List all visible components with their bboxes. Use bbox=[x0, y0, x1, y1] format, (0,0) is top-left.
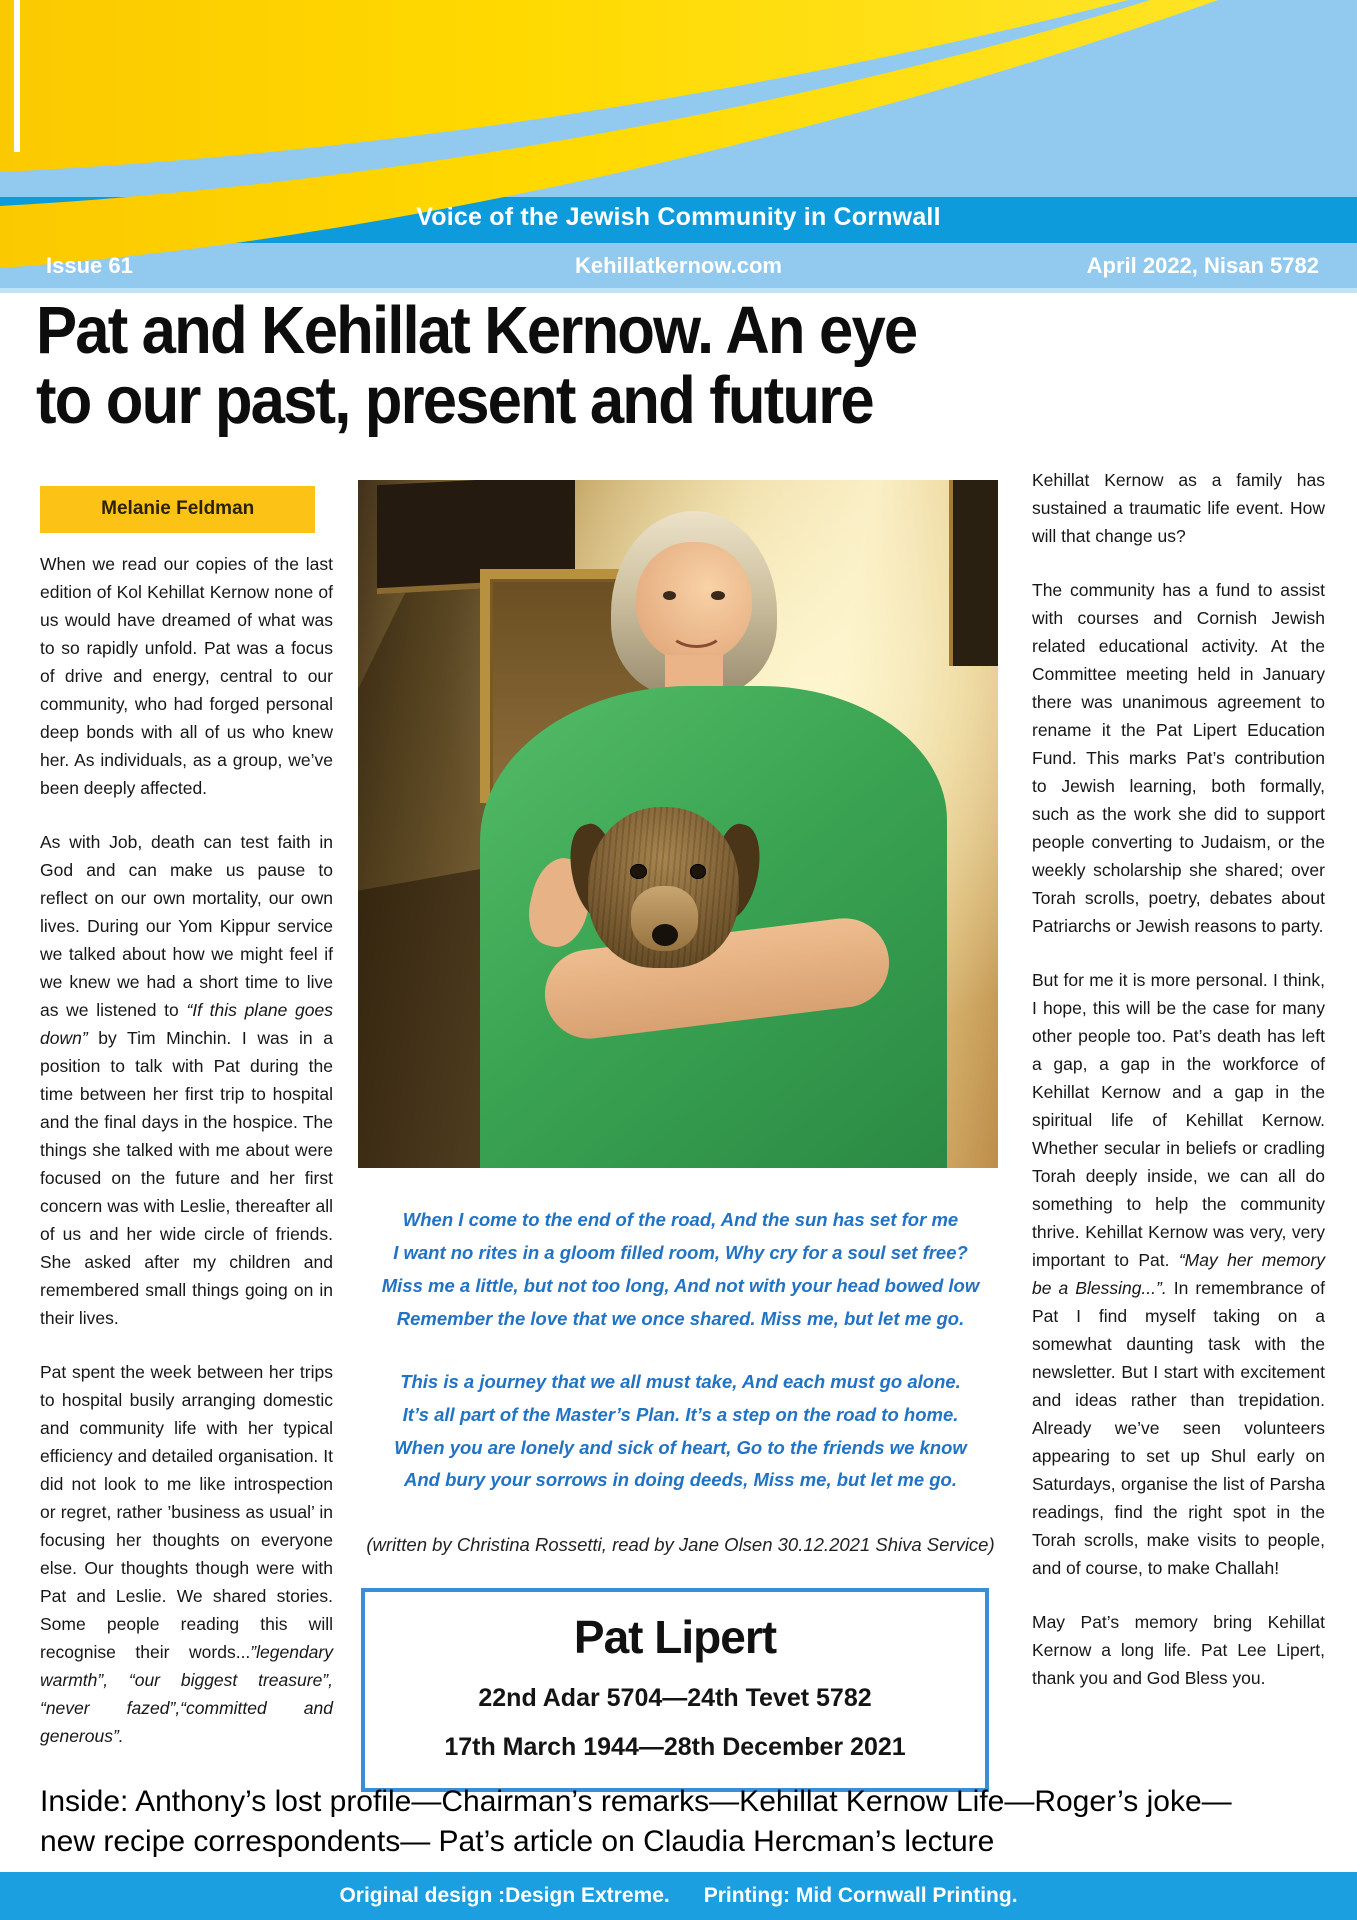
memorial-hebrew-dates: 22nd Adar 5704—24th Tevet 5782 bbox=[478, 1684, 872, 1713]
poem-stanza-2 bbox=[358, 1366, 1003, 1498]
dog-eye bbox=[690, 864, 707, 879]
poem-stanza-1 bbox=[358, 1204, 1003, 1336]
masthead-banner: Voice of the Jewish Community in Cornwall bbox=[416, 203, 941, 231]
issue-date: April 2022, Nisan 5782 bbox=[1086, 253, 1319, 278]
right-paragraph-1: Kehillat Kernow as a family has sustained a traumatic life event. How will that change us? bbox=[1032, 470, 1325, 546]
memorial-civil-dates: 17th March 1944—28th December 2021 bbox=[444, 1733, 906, 1762]
dog-eye bbox=[630, 864, 647, 879]
right-p3-text: But for me it is more personal. I think, I hope, this will be the case for many other people too. Pat’s death has left a gap, a gap in the workforce of Kehillat Kernow and a gap in the spiritual life of Kehillat Kernow. Whether secular in beliefs or cradling Torah deeply inside, we can all do something to help the community thrive. Kehillat Kernow was very, very important to Pat. bbox=[1032, 970, 1325, 1270]
left-paragraph-1: When we read our copies of the last edition of Kol Kehillat Kernow none of us would have dreamed of what was to so rapidly unfold. Pat was a focus of drive and energy, central to our community, who had forged personal deep bonds with all of us who knew her. As individuals, as a group, we’ve been deeply affected. bbox=[40, 554, 333, 799]
issue-row bbox=[0, 249, 1357, 289]
poem-line: Remember the love that we once shared. Miss me, but let me go. bbox=[396, 1307, 965, 1329]
credits-footer bbox=[0, 1872, 1357, 1920]
poem-line: When you are lonely and sick of heart, Go to the friends we know bbox=[394, 1436, 967, 1458]
right-paragraph-4: May Pat’s memory bring Kehillat Kernow a long life. Pat Lee Lipert, thank you and God Bless you. bbox=[1032, 1612, 1325, 1688]
left-paragraph-2 bbox=[40, 828, 333, 1332]
picture-frame-right bbox=[949, 480, 998, 666]
poem-line: Miss me a little, but not too long, And not with your head bowed low bbox=[381, 1274, 980, 1296]
photo-pat-and-dog bbox=[358, 480, 998, 1168]
memorial-poem bbox=[358, 1204, 1003, 1562]
inside-line-2: new recipe correspondents— Pat’s article on Claudia Hercman’s lecture bbox=[40, 1824, 995, 1858]
poem-line: I want no rites in a gloom filled room, Why cry for a soul set free? bbox=[393, 1241, 968, 1263]
inside-line-1: Inside: Anthony’s lost profile—Chairman’s remarks—Kehillat Kernow Life—Roger’s joke— bbox=[40, 1785, 1232, 1818]
center-column bbox=[358, 480, 1003, 1792]
left-p3-quotes: ”legendary warmth”, “our biggest treasure”, “never fazed”,“committed and generous”. bbox=[40, 1642, 333, 1747]
right-column bbox=[1032, 466, 1325, 1718]
right-p3-text-2: In remembrance of Pat I find myself taking on a somewhat daunting task with the newsletter. But I start with excitement and ideas rather than trepidation. Already we’ve seen volunteers appearing to set up Shul early on Saturdays, organise the list of Parsha readings, find the right spot in the Torah scrolls, make visits to people, and of course, to make Challah! bbox=[1032, 1278, 1325, 1578]
left-p2-text-2: by Tim Minchin. I was in a position to talk with Pat during the time between her first trip to hospital and the final days in the hospice. The things she talked with me about were focused on the future and her first concern was with Leslie, thereafter all of us and her wide circle of friends. She asked after my children and remembered small things going on in their lives. bbox=[40, 1028, 333, 1329]
pat-smile bbox=[669, 613, 724, 648]
left-paragraph-3 bbox=[40, 1358, 333, 1750]
poem-line: When I come to the end of the road, And the sun has set for me bbox=[402, 1209, 959, 1230]
inside-contents bbox=[40, 1782, 1330, 1861]
headline-line-2: to our past, present and future bbox=[36, 363, 873, 439]
poem-line: And bury your sorrows in doing deeds, Miss me, but let me go. bbox=[403, 1469, 957, 1491]
right-p3-quote: “May her memory be a Blessing...”. bbox=[1032, 1250, 1325, 1298]
printing-credit: Printing: Mid Cornwall Printing. bbox=[703, 1884, 1018, 1907]
left-p2-quote: “If this plane goes down” bbox=[40, 1000, 334, 1049]
masthead bbox=[0, 0, 1357, 293]
issue-number: Issue 61 bbox=[46, 253, 133, 278]
right-paragraph-2: The community has a fund to assist with courses and Cornish Jewish related educational activity. At the Committee meeting held in January there was unanimous agreement to rename it the Pat Lipert Education Fund. This marks Pat’s contribution to Jewish learning, both formally, such as the work she did to support people converting to Judaism, or the weekly scholarship she shared; over Torah scrolls, poetry, debates about Patriarchs or Jewish reasons to party. bbox=[1032, 580, 1325, 936]
left-p2-text: As with Job, death can test faith in God and can make us pause to reflect on our own mortality, our own lives. During our Yom Kippur service we talked about how we might feel if we knew we had a short time to live as we listened to bbox=[40, 832, 333, 1021]
poem-line: This is a journey that we all must take, And each must go alone. bbox=[400, 1370, 961, 1392]
left-column bbox=[40, 486, 333, 1776]
poem-line: It’s all part of the Master’s Plan. It’s a step on the road to home. bbox=[402, 1403, 959, 1425]
memorial-box bbox=[361, 1588, 989, 1792]
design-credit: Original design :Design Extreme. bbox=[339, 1884, 670, 1907]
right-paragraph-3 bbox=[1032, 966, 1325, 1582]
poem-attribution: (written by Christina Rossetti, read by Jane Olsen 30.12.2021 Shiva Service) bbox=[366, 1534, 995, 1556]
headline-line-1: Pat and Kehillat Kernow. An eye bbox=[36, 293, 917, 368]
memorial-name: Pat Lipert bbox=[573, 1611, 777, 1664]
left-p3-text: Pat spent the week between her trips to hospital busily arranging domestic and community life with her typical efficiency and detailed organisation. It did not look to me like introspection or regret, rather ’business as usual’ in focusing her thoughts on everyone else. Our thoughts though were with Pat and Leslie. We shared stories. Some people reading this will recognise their words... bbox=[40, 1362, 333, 1663]
byline-box: Melanie Feldman bbox=[40, 486, 315, 533]
page-title bbox=[36, 293, 917, 439]
website-link[interactable]: Kehillatkernow.com bbox=[574, 253, 782, 278]
dog-nose bbox=[652, 924, 678, 946]
